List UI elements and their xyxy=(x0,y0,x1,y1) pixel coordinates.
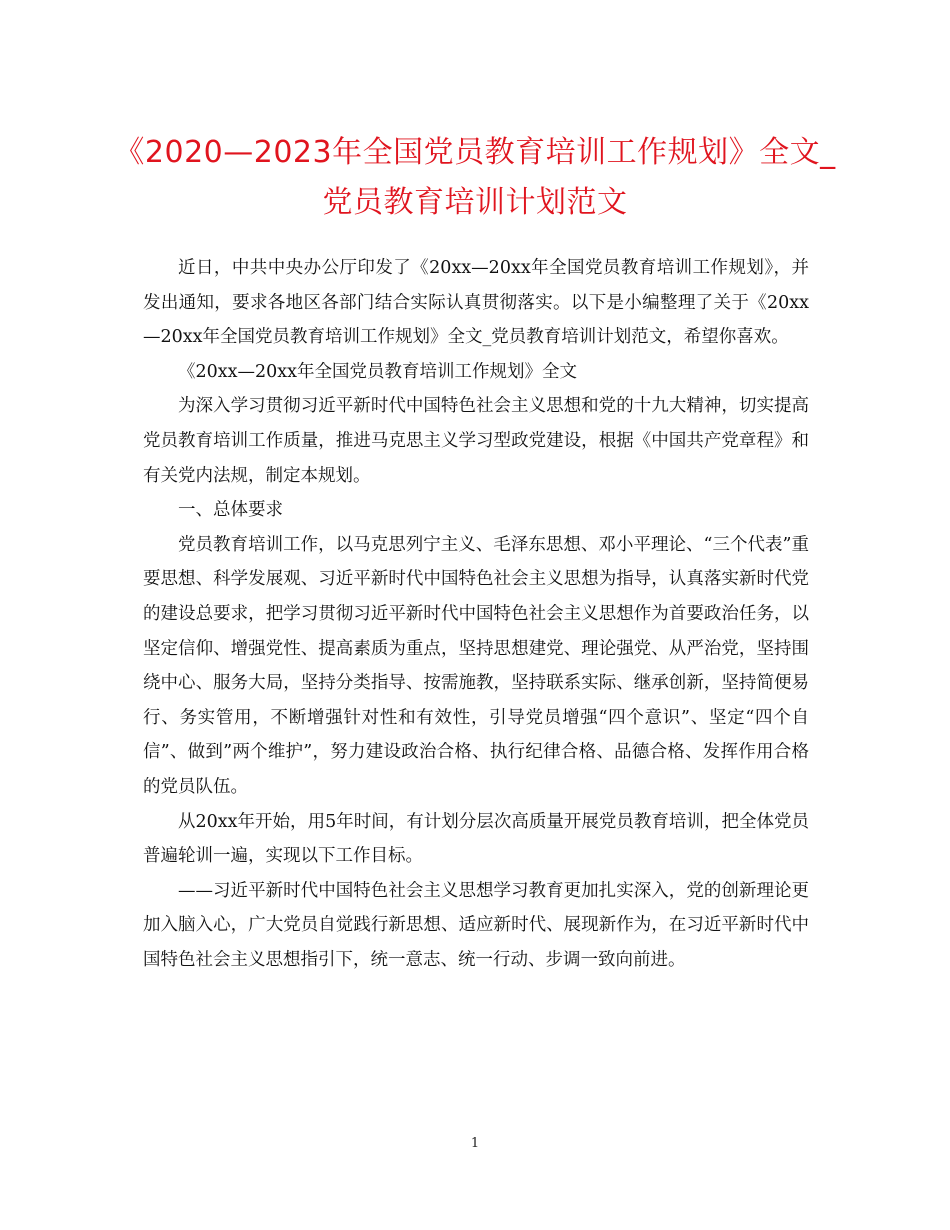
document-title xyxy=(100,128,850,228)
paragraph-section-heading: 《20xx—20xx年全国党员教育培训工作规划》全文 xyxy=(178,361,578,382)
paragraph-guiding-principles: 党员教育培训工作，以马克思列宁主义、毛泽东思想、邓小平理论、“三个代表”重要思想、科学发展观、习近平新时代中国特色社会主义思想为指导，认真落实新时代党的建设总要求，把学习贯彻习近平新时代中国特色社会主义思想作为首要政治任务，以坚定信仰、增强党性、提高素质为重点，坚持思想建党、理论强党、从严治党，坚持围绕中心、服务大局，坚持分类指导、按需施教，坚持联系实际、继承创新，坚持简便易行、务实管用，不断增强针对性和有效性，引导党员增强“四个意识”、坚定“四个自信”、做到”两个维护”，努力建设政治合格、执行纪律合格、品德合格、发挥作用合格的党员队伍。 xyxy=(143,534,809,797)
page-number: 1 xyxy=(470,1136,480,1151)
paragraph-intro: 近日，中共中央办公厅印发了《20xx—20xx年全国党员教育培训工作规划》，并发出通知，要求各地区各部门结合实际认真贯彻落实。以下是小编整理了关于《20xx—20xx年全国党员教育培训工作规划》全文_党员教育培训计划范文，希望你喜欢。 xyxy=(143,258,809,348)
paragraph-preamble: 为深入学习贯彻习近平新时代中国特色社会主义思想和党的十九大精神，切实提高党员教育培训工作质量，推进马克思主义学习型政党建设，根据《中国共产党章程》和有关党内法规，制定本规划。 xyxy=(143,396,809,486)
paragraph-heading-general-requirements: 一、总体要求 xyxy=(178,500,283,521)
paragraph-work-goals: 从20xx年开始，用5年时间，有计划分层次高质量开展党员教育培训，把全体党员普遍轮训一遍，实现以下工作目标。 xyxy=(143,811,809,867)
document-body xyxy=(143,251,809,977)
title-line-1: 《2020—2023年全国党员教育培训工作规划》全文_ xyxy=(114,135,836,170)
paragraph-goal-item: ——习近平新时代中国特色社会主义思想学习教育更加扎实深入，党的创新理论更加入脑入心，广大党员自觉践行新思想、适应新时代、展现新作为，在习近平新时代中国特色社会主义思想指引下，统一意志、统一行动、步调一致向前进。 xyxy=(143,880,809,970)
title-line-2: 党员教育培训计划范文 xyxy=(322,185,628,220)
